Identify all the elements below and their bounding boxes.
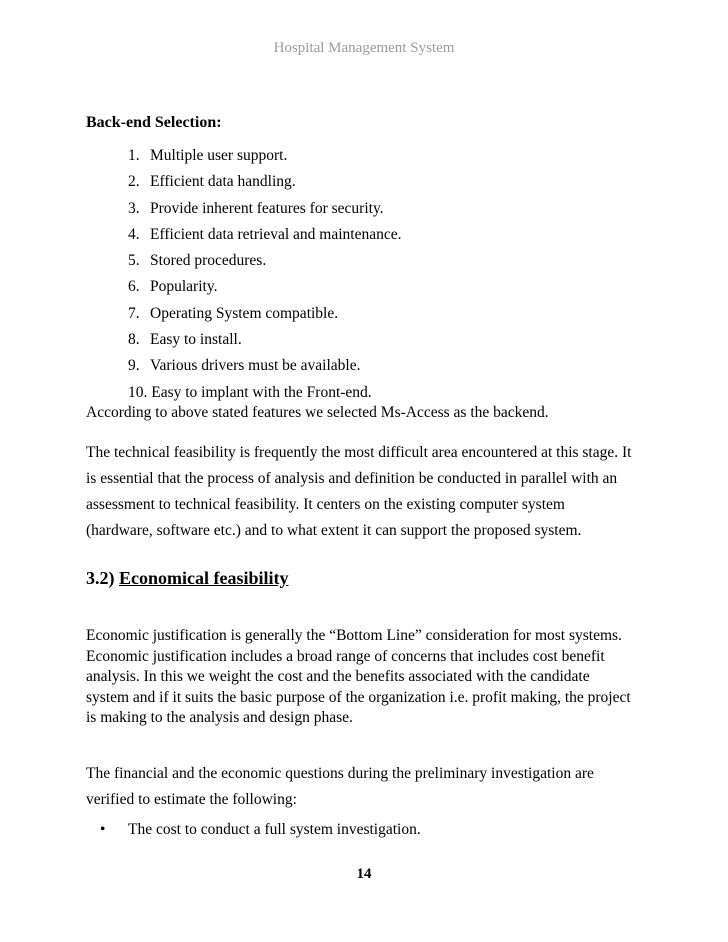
text-line: Economic justification is generally the “Bottom Line” consideration for most systems. (86, 627, 622, 644)
list-item (128, 252, 401, 278)
list-number: 5. (128, 252, 140, 270)
list-item (128, 173, 401, 199)
page-header: Hospital Management System (273, 40, 455, 56)
financial-questions-paragraph (86, 761, 594, 813)
list-number: 6. (128, 278, 140, 296)
list-text: Multiple user support. (150, 147, 288, 164)
text-line: assessment to technical feasibility. It centers on the existing computer system (86, 496, 565, 513)
list-number: 1. (128, 147, 140, 164)
text-line: (hardware, software etc.) and to what extent it can support the proposed system. (86, 522, 582, 539)
list-number: 7. (128, 304, 140, 322)
economic-justification-paragraph (86, 626, 631, 729)
list-item (128, 200, 401, 226)
text-line: is essential that the process of analysis and definition be conducted in parallel with an (86, 470, 618, 487)
section-label: Back-end Selection: (86, 114, 222, 131)
bullet-dot-icon: • (100, 821, 106, 838)
list-item (128, 305, 401, 331)
list-number: 3. (128, 199, 140, 217)
backend-conclusion-paragraph (86, 404, 549, 422)
list-item (128, 278, 401, 304)
text-line: The financial and the economic questions during the preliminary investigation are (86, 765, 594, 782)
text-line: is making to the analysis and design phase. (86, 709, 353, 726)
list-number: 10. (128, 383, 148, 401)
text-line: analysis. In this we weight the cost and the benefits associated with the candidate (86, 668, 590, 685)
list-item (128, 331, 401, 357)
list-text: Various drivers must be available. (150, 357, 361, 375)
list-number: 8. (128, 331, 140, 349)
bullet-text: The cost to conduct a full system investigation. (128, 821, 421, 838)
list-item (128, 226, 401, 252)
list-item (128, 147, 401, 173)
list-text: Easy to implant with the Front-end. (151, 383, 372, 401)
page-number: 14 (356, 866, 372, 882)
text-line: verified to estimate the following: (86, 791, 297, 808)
list-number: 4. (128, 225, 140, 243)
list-text: Operating System compatible. (150, 304, 339, 322)
heading-title: Economical feasibility (119, 568, 289, 588)
list-text: Stored procedures. (150, 252, 267, 270)
text-line: Economic justification includes a broad range of concerns that includes cost benefit (86, 647, 605, 665)
list-text: Easy to install. (150, 331, 242, 349)
list-text: Popularity. (150, 278, 218, 296)
text-line: According to above stated features we selected Ms-Access as the backend. (86, 404, 549, 421)
technical-feasibility-paragraph (86, 440, 631, 544)
bullet-item (100, 821, 421, 839)
text-line: The technical feasibility is frequently the most difficult area encountered at this stage. It (86, 444, 632, 461)
list-item (128, 357, 401, 383)
list-text: Efficient data handling. (150, 173, 296, 191)
text-line: system and if it suits the basic purpose of the organization i.e. profit making, the project (86, 688, 631, 706)
section-heading (86, 568, 289, 589)
list-text: Provide inherent features for security. (150, 199, 384, 217)
list-number: 9. (128, 357, 140, 375)
heading-number: 3.2) (86, 568, 115, 588)
backend-feature-list (128, 147, 401, 410)
list-number: 2. (128, 173, 140, 191)
list-text: Efficient data retrieval and maintenance. (150, 225, 402, 243)
